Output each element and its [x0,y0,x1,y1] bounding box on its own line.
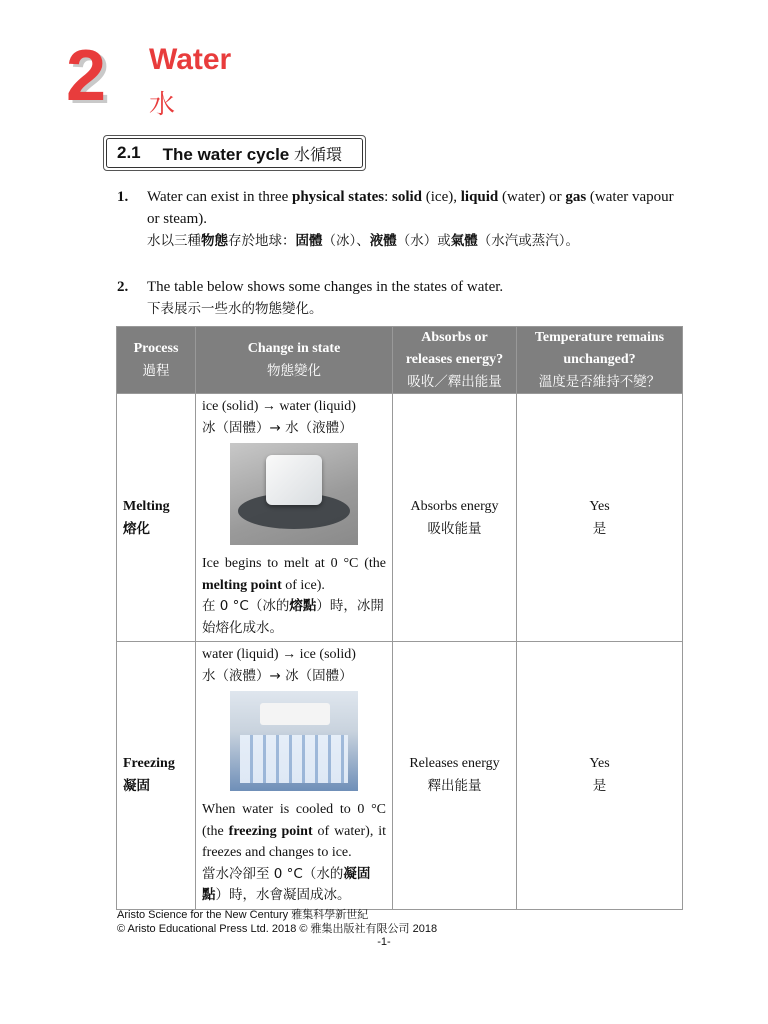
header-temperature: Temperature remains unchanged? 溫度是否維持不變？ [517,327,683,394]
table-header-row [117,327,683,394]
point-1-text-zh: 水以三種物態存於地球：固體（冰）、液體（水）或氣體（水汽或蒸汽）。 [147,233,579,249]
point-1 [117,186,677,252]
header-energy: Absorbs or releases energy? 吸收／釋出能量 [393,327,517,394]
section-number: 2.1 [117,143,141,162]
energy-cell: Absorbs energy 吸收能量 [393,394,517,642]
point-number: 2. [117,279,129,295]
melting-ice-image [230,443,358,545]
header-change: Change in state 物態變化 [196,327,393,394]
temperature-cell: Yes 是 [517,642,683,910]
chapter-number: 2 [66,36,107,116]
temperature-cell: Yes 是 [517,394,683,642]
section-title-zh: 水循環 [294,144,343,164]
point-2-text-en: The table below shows some changes in the states of water. [147,279,504,295]
process-cell: Melting 熔化 [117,394,196,642]
section-heading [106,138,363,168]
section-title: The water cycle [162,144,290,164]
page-number: -1- [377,936,391,948]
change-cell: water (liquid) → ice (solid) 水（液體）→ 冰（固體） When water is cooled to 0 °C (the freezing point of water), it freezes and changes to ice. 當水冷卻至 0 °C（水的凝固點）時，水會凝固成冰。 [196,642,393,910]
footer [117,908,437,936]
section-heading-box [103,135,366,171]
process-cell: Freezing 凝固 [117,642,196,910]
chapter-title: Water [149,43,232,76]
table-row [117,642,683,910]
energy-cell: Releases energy 釋出能量 [393,642,517,910]
header-process: Process 過程 [117,327,196,394]
point-2 [117,276,677,320]
chapter-title-zh: 水 [149,90,176,120]
states-table [116,326,683,910]
change-cell: ice (solid) → water (liquid) 冰（固體）→ 水（液體） Ice begins to melt at 0 °C (the melting point of ice). 在 0 °C（冰的熔點）時，冰開始熔化成水。 [196,394,393,642]
point-1-text-en: Water can exist in three physical states: solid (ice), liquid (water) or gas (water vapour or steam). [147,189,674,227]
ice-tray-image [230,691,358,791]
point-number: 1. [117,189,129,205]
footer-publication: Aristo Science for the New Century 雅集科學新世紀 [117,909,369,921]
point-2-text-zh: 下表展示一些水的物態變化。 [147,301,323,317]
table-row [117,394,683,642]
footer-copyright: © Aristo Educational Press Ltd. 2018 © 雅集出版社有限公司 2018 [117,923,438,935]
